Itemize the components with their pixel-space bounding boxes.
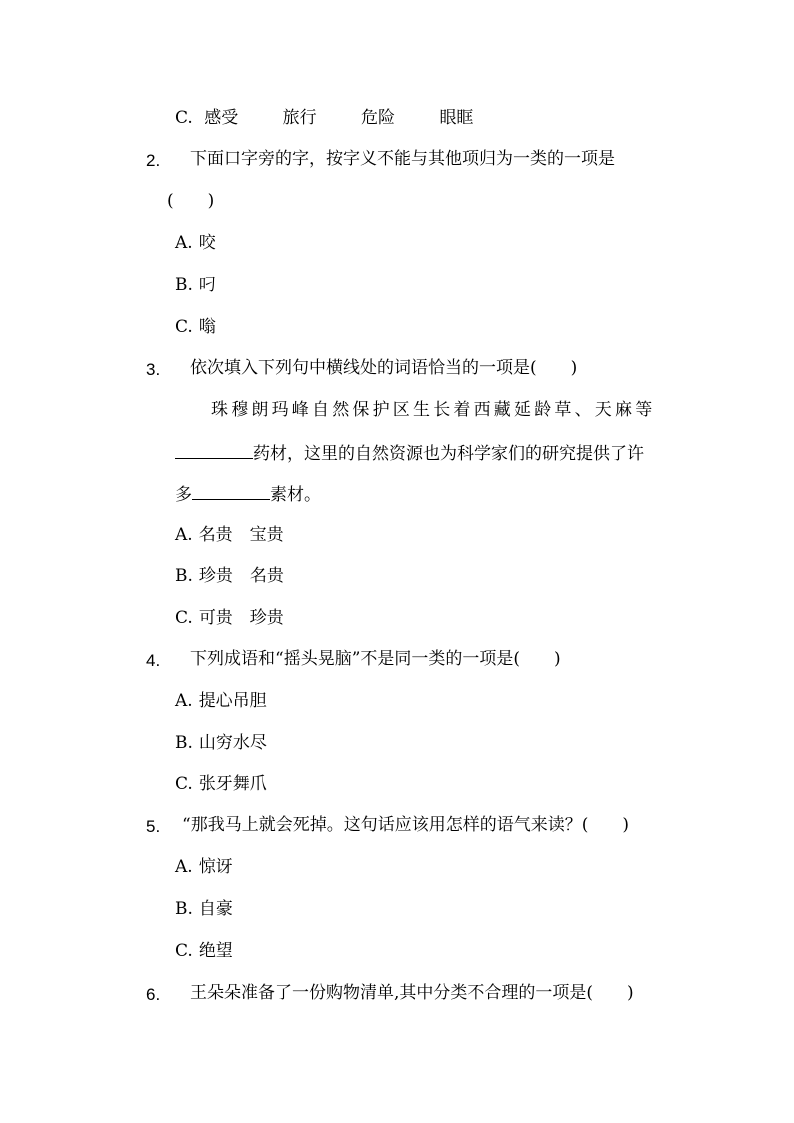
q5-option-b <box>175 897 233 921</box>
q5-option-a <box>175 855 233 879</box>
option-label: B. <box>175 733 193 753</box>
option-label: B. <box>175 275 193 295</box>
q1-word-2: 旅行 <box>282 108 317 128</box>
q3-passage-line-2 <box>175 440 644 466</box>
q4-number: 4. <box>146 651 161 670</box>
option-text: 名贵 宝贵 <box>198 525 284 545</box>
q1-word-4: 眼眶 <box>439 108 474 128</box>
option-text: 咬 <box>198 233 216 253</box>
q3-passage-line-2-text: 药材，这里的自然资源也为科学家们的研究提供了许 <box>253 444 644 464</box>
option-label: C. <box>175 608 193 628</box>
option-label: C. <box>175 774 193 794</box>
q5-option-c <box>175 939 233 963</box>
q3-passage-line-3 <box>175 481 321 507</box>
q2-stem: 下面口字旁的字，按字义不能与其他项归为一类的一项是 <box>190 149 615 169</box>
option-label: C. <box>175 317 193 337</box>
q1-word-1: 感受 <box>204 108 239 128</box>
q3-option-b <box>175 564 284 588</box>
q4-option-c <box>175 772 267 796</box>
option-label: C. <box>175 108 193 128</box>
option-text: 自豪 <box>198 899 233 919</box>
fill-blank-2 <box>192 481 270 500</box>
option-label: A. <box>175 857 193 877</box>
option-label: B. <box>175 899 193 919</box>
option-text: 绝望 <box>198 941 233 961</box>
q4-option-b <box>175 731 267 755</box>
q3-stem: 依次填入下列句中横线处的词语恰当的一项是( ) <box>190 358 578 378</box>
q4-option-a <box>175 689 267 713</box>
q2-number: 2. <box>146 151 161 170</box>
option-text: 珍贵 名贵 <box>198 566 284 586</box>
q5-number: 5. <box>146 817 161 836</box>
q4-stem: 下列成语和“摇头晃脑”不是同一类的一项是( ) <box>190 649 561 669</box>
option-label: A. <box>175 691 193 711</box>
q1-word-3: 危险 <box>361 108 396 128</box>
q1-option-c <box>175 106 473 130</box>
q2-option-c <box>175 315 216 339</box>
option-text: 可贵 珍贵 <box>198 608 284 628</box>
option-label: C. <box>175 941 193 961</box>
option-label: A. <box>175 233 193 253</box>
q3-option-a <box>175 523 284 547</box>
q6-number: 6. <box>146 985 161 1004</box>
q3-passage-line-3-before: 多 <box>175 485 192 505</box>
q2-paren: ( ) <box>167 191 215 211</box>
option-text: 张牙舞爪 <box>198 774 267 794</box>
option-text: 嗡 <box>198 317 216 337</box>
option-text: 提心吊胆 <box>198 691 267 711</box>
q2-option-a <box>175 231 216 255</box>
option-text: 惊讶 <box>198 857 233 877</box>
q2-option-b <box>175 273 216 297</box>
q3-passage-line-1: 珠穆朗玛峰自然保护区生长着西藏延龄草、天麻等 <box>211 400 656 420</box>
q3-option-c <box>175 606 284 630</box>
option-text: 叼 <box>198 275 216 295</box>
fill-blank-1 <box>175 440 253 459</box>
q5-stem: “那我马上就会死掉。这句话应该用怎样的语气来读？( ) <box>182 815 629 835</box>
option-label: B. <box>175 566 193 586</box>
q3-number: 3. <box>146 360 161 379</box>
option-text: 山穷水尽 <box>198 733 267 753</box>
option-label: A. <box>175 525 193 545</box>
q6-stem: 王朵朵准备了一份购物清单,其中分类不合理的一项是( ) <box>190 983 634 1003</box>
q3-passage-line-3-after: 素材。 <box>270 485 321 505</box>
